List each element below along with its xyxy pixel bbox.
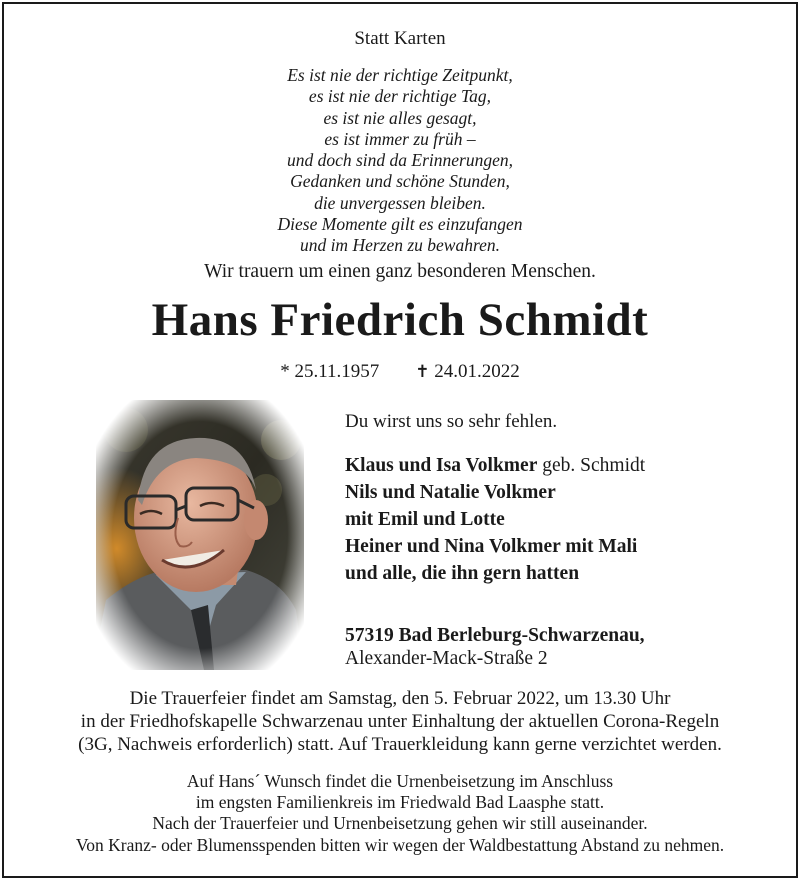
family-line: Nils und Natalie Volkmer	[345, 482, 556, 503]
urn-line: Auf Hans´ Wunsch findet die Urnenbeisetzung im Anschluss	[186, 771, 614, 791]
poem	[4, 65, 796, 257]
poem-line: es ist nie der richtige Tag,	[308, 86, 492, 107]
family-line: und alle, die ihn gern hatten	[345, 563, 580, 584]
deceased-name: Hans Friedrich Schmidt	[151, 294, 649, 346]
cross-icon: ✝	[415, 362, 430, 382]
poem-line: die unvergessen bleiben.	[314, 192, 486, 213]
address	[345, 624, 645, 670]
service-info	[4, 687, 796, 756]
poem-line: Es ist nie der richtige Zeitpunkt,	[287, 65, 513, 85]
family-list	[345, 452, 645, 587]
birth-date: * 25.11.1957	[280, 361, 380, 382]
urn-line: Von Kranz- oder Blumensspenden bitten wir wegen der Waldbestattung Abstand zu nehmen.	[75, 834, 725, 855]
family-maiden-name: geb. Schmidt	[537, 455, 646, 476]
family-line: Heiner und Nina Volkmer mit Mali	[345, 536, 638, 557]
farewell-line: Du wirst uns so sehr fehlen.	[345, 411, 558, 432]
intro-text: Wir trauern um einen ganz besonderen Menschen.	[204, 261, 596, 282]
life-dates	[4, 361, 796, 383]
service-line: in der Friedhofskapelle Schwarzenau unter Einhaltung der aktuellen Corona-Regeln	[80, 711, 720, 732]
poem-line: und doch sind da Erinnerungen,	[286, 150, 514, 171]
poem-line: es ist immer zu früh –	[324, 128, 476, 149]
obituary-notice	[2, 2, 798, 878]
urn-line: im engsten Familienkreis im Friedwald Bad Laasphe statt.	[195, 792, 605, 813]
family-line	[345, 452, 645, 479]
poem-line: und im Herzen zu bewahren.	[299, 235, 501, 256]
death-date: 24.01.2022	[434, 361, 520, 382]
header-text: Statt Karten	[354, 28, 446, 49]
address-city: 57319 Bad Berleburg-Schwarzenau,	[345, 625, 645, 646]
portrait-photo	[96, 400, 304, 670]
urn-line: Nach der Trauerfeier und Urnenbeisetzung gehen wir still auseinander.	[152, 813, 648, 834]
family-line: mit Emil und Lotte	[345, 509, 505, 530]
service-line: Die Trauerfeier findet am Samstag, den 5. Februar 2022, um 13.30 Uhr	[129, 688, 671, 709]
poem-line: es ist nie alles gesagt,	[323, 107, 477, 128]
urn-burial-info	[4, 771, 796, 856]
poem-line: Diese Momente gilt es einzufangen	[277, 214, 523, 235]
address-street: Alexander-Mack-Straße 2	[345, 648, 548, 669]
service-line: (3G, Nachweis erforderlich) statt. Auf Trauerkleidung kann gerne verzichtet werden.	[78, 734, 722, 755]
poem-line: Gedanken und schöne Stunden,	[290, 171, 510, 192]
family-names: Klaus und Isa Volkmer	[345, 455, 538, 476]
